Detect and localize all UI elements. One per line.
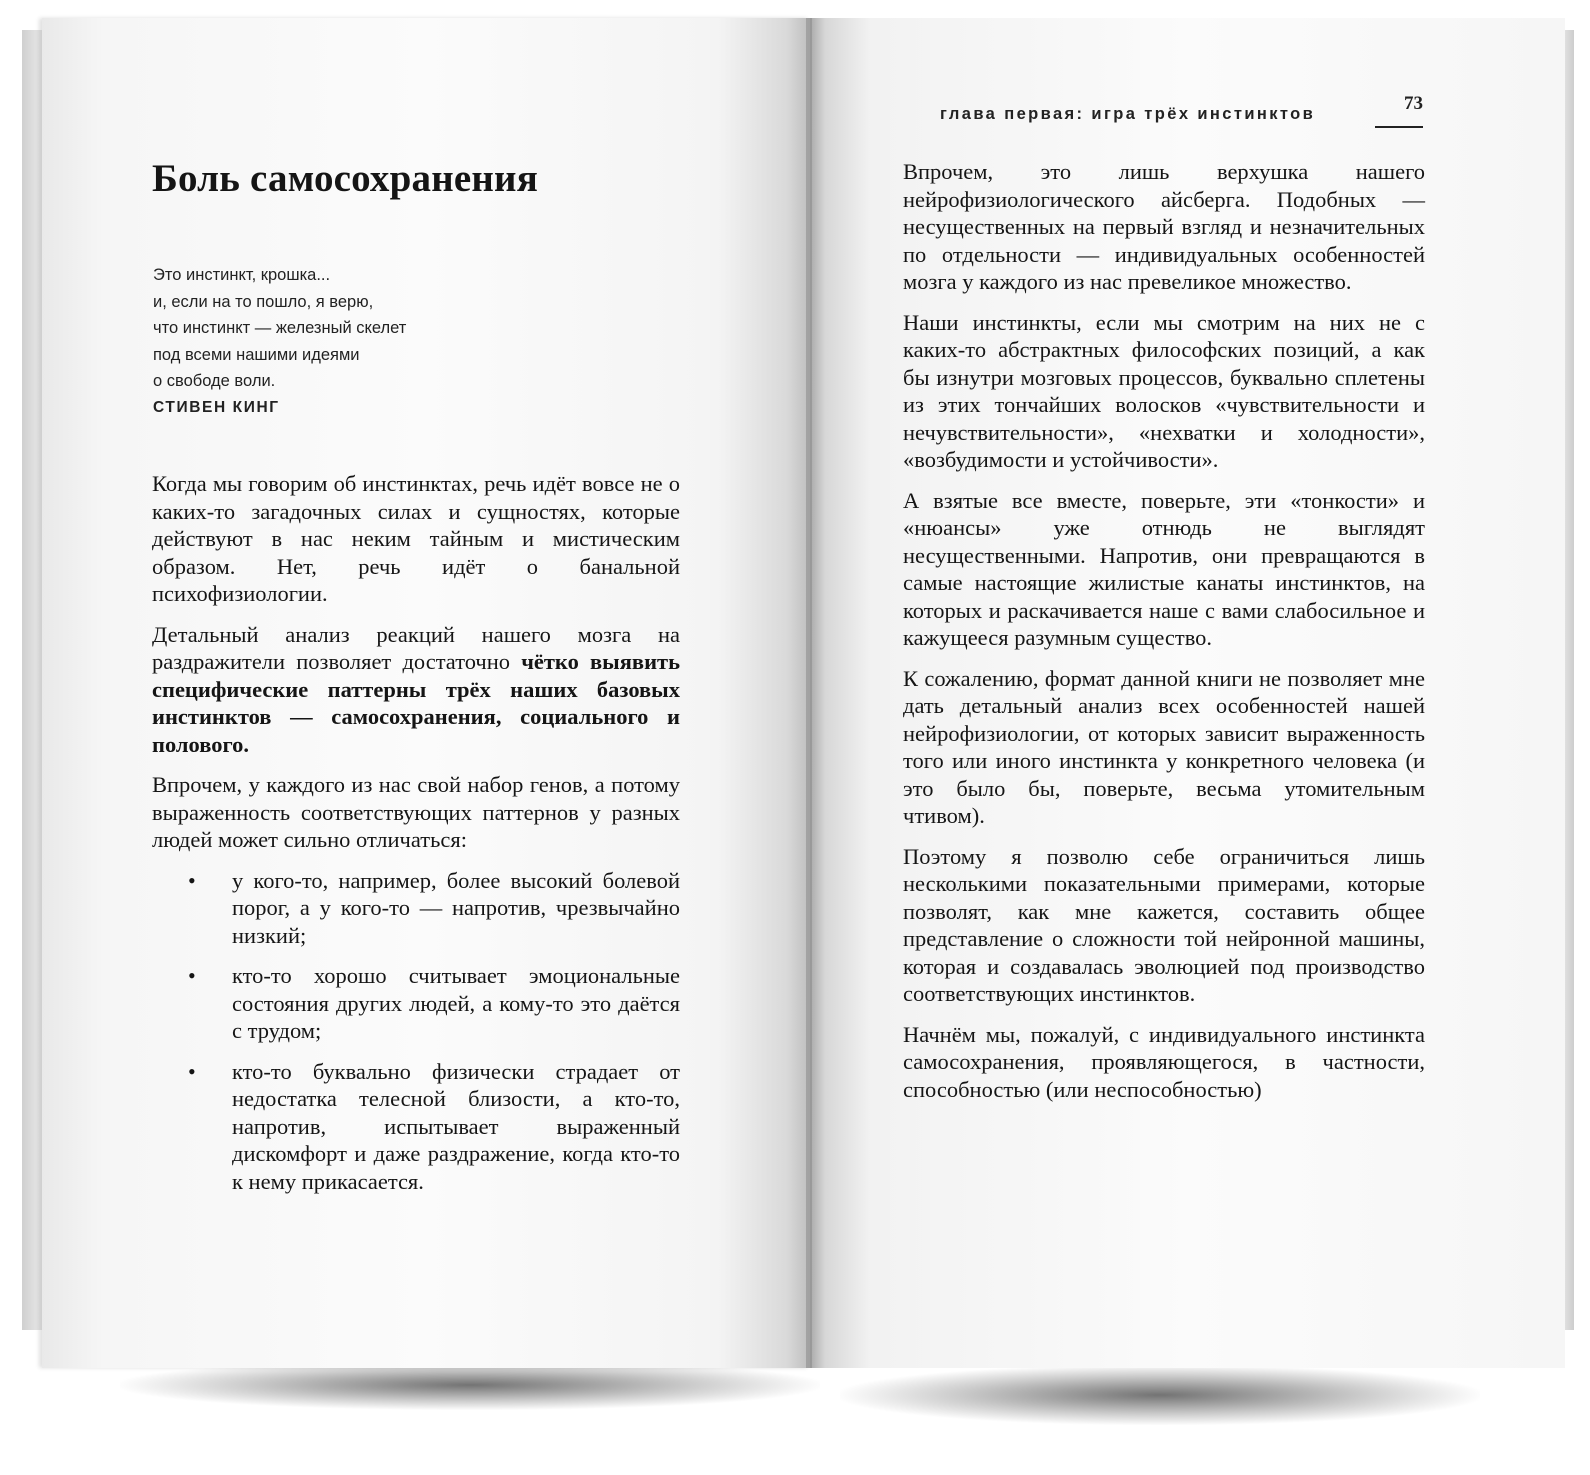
bullet-list [152,867,680,1196]
paragraph [152,621,680,759]
bullet-item: • кто-то хорошо считывает эмоциональные состояния других людей, а кому-то это даётся с трудом; [232,962,680,1045]
book-spine [806,18,812,1368]
book-shadow-right [840,1365,1480,1425]
paragraph: Когда мы говорим об инстинктах, речь идёт вовсе не о каких-то загадочных силах и сущностях, которые действуют в нас неким тайным и мистическим образом. Нет, речь идёт о банальной психофизиологии. [152,471,680,606]
paragraph: А взятые все вместе, поверьте, эти «тонкости» и «нюансы» уже отнюдь не выглядят несущественными. Напротив, они превращаются в самые настоящие жилистые канаты инстинктов, на которых и раскачивается наше с вами слабосильное и кажущееся разумным существо. [903,487,1425,650]
paragraph: К сожалению, формат данной книги не позволяет мне дать детальный анализ всех особенностей нашей нейрофизиологии, от которых зависит выраженность того или иного инстинкта у конкретного человека (и это было бы, поверьте, весьма утомительным чтивом). [903,665,1425,828]
left-page-body [152,470,680,1208]
paragraph-text: Детальный анализ реакций нашего мозга на раздражители позволяет достаточно [152,621,680,674]
epigraph-line: Это инстинкт, крошка... [153,266,331,284]
epigraph [153,262,673,421]
epigraph-line: и, если на то пошло, я верю, [153,292,374,311]
bullet-item: • кто-то буквально физически страдает от недостатка телесной близости, а кто-то, напротив, испытывает выраженный дискомфорт и даже раздражение, когда кто-то к нему прикасается. [232,1058,680,1196]
page-number-rule [1375,126,1423,128]
left-page-edge [22,30,44,1330]
epigraph-author: СТИВЕН КИНГ [153,398,280,416]
section-heading: Боль самосохранения [152,157,539,200]
epigraph-line: что инстинкт — железный скелет [153,319,407,337]
paragraph: Наши инстинкты, если мы смотрим на них не с каких-то абстрактных философских позиций, а как бы изнутри мозговых процессов, буквально сплетены из этих тончайших волосков «чувствительности и нечувствительности», «нехватки и холодности», «возбудимости и устойчивости». [903,309,1425,472]
paragraph-bold-text: чётко выявить специфические паттерны трёх наших базовых инстинктов — самосохранения, социального и полового. [152,649,680,757]
paragraph: Поэтому я позволю себе ограничиться лишь несколькими показательными примерами, которые позволят, как мне кажется, составить общее представление о сложности той нейронной машины, которая и создавалась эволюцией под производство соответствующих инстинктов. [903,843,1425,1006]
bullet-item: • у кого-то, например, более высокий болевой порог, а у кого-то — напротив, чрезвычайно низкий; [232,867,680,950]
running-head: глава первая: игра трёх инстинктов [940,105,1316,123]
paragraph: Впрочем, это лишь верхушка нашего нейрофизиологического айсберга. Подобных — несущественных на первый взгляд и незначительных по отдельности — индивидуальных особенностей мозга у каждого из нас превеликое множество. [903,159,1425,294]
page-number: 73 [1404,93,1423,114]
paragraph: Начнём мы, пожалуй, с индивидуального инстинкта самосохранения, проявляющегося, в частности, способностью (или неспособностью) [903,1021,1425,1102]
epigraph-line: о свободе воли. [153,372,276,390]
epigraph-line: под всеми нашими идеями [153,345,360,364]
right-page-body [903,158,1425,1116]
paragraph: Впрочем, у каждого из нас свой набор генов, а потому выраженность соответствующих паттернов у разных людей может сильно отличаться: [152,772,680,852]
